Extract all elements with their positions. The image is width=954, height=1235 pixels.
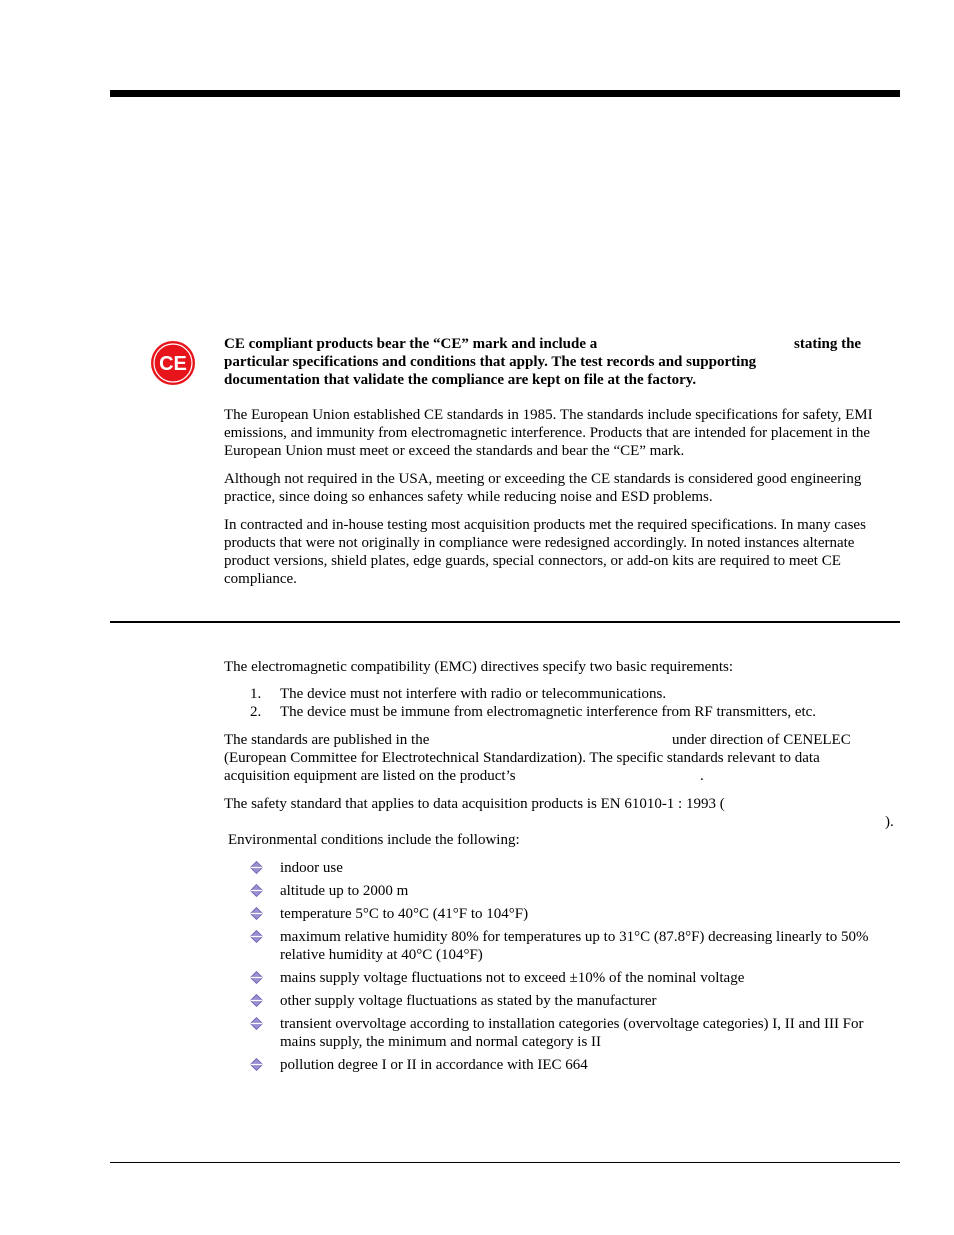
standards-line-1 — [224, 731, 900, 749]
emc-requirements-list — [250, 685, 890, 721]
footer-rule — [110, 1162, 900, 1163]
standards-line-3 — [224, 767, 900, 785]
list-text: transient overvoltage according to installation categories (overvoltage categories) I, II and III For mains supply, the minimum and normal category is II — [280, 1016, 864, 1050]
ce-intro-line-1-tail: stating the — [794, 336, 862, 352]
safety-text: The safety standard that applies to data acquisition products is EN 61010-1 : 1993 ( — [224, 796, 725, 812]
paragraph-emc-intro: The electromagnetic compatibility (EMC) directives specify two basic requirements: — [224, 659, 733, 675]
ce-logo-text: CE — [159, 353, 187, 375]
list-item — [250, 992, 880, 1010]
list-text: temperature 5°C to 40°C (41°F to 104°F) — [280, 906, 529, 922]
list-number: 1. — [250, 686, 262, 702]
list-item — [250, 703, 890, 721]
ce-mark-logo — [150, 340, 196, 386]
section-rule — [110, 621, 900, 623]
list-text: indoor use — [280, 860, 343, 876]
ce-intro-line-1 — [224, 335, 900, 353]
diamond-bullet-icon — [250, 930, 263, 943]
standards-line-1-right: under direction of CENELEC — [672, 732, 851, 748]
list-item — [250, 882, 880, 900]
diamond-bullet-icon — [250, 884, 263, 897]
environment-conditions-list — [250, 859, 880, 1079]
list-item — [250, 1056, 880, 1074]
paragraph-standards — [224, 731, 900, 785]
diamond-bullet-icon — [250, 1017, 263, 1030]
diamond-bullet-icon — [250, 861, 263, 874]
header-rule — [110, 90, 900, 97]
list-item — [250, 928, 880, 964]
diamond-bullet-icon — [250, 907, 263, 920]
paragraph-environment-intro: Environmental conditions include the following: — [228, 832, 520, 848]
paragraph-ce-history: The European Union established CE standards in 1985. The standards include specifications for safety, EMI emissions, and immunity from electromagnetic interference. Products that are intended for placement in the European Union must meet or exceed the standards and bear the “CE” mark. — [224, 407, 873, 459]
paragraph-safety — [224, 795, 900, 831]
list-item — [250, 1015, 880, 1051]
diamond-bullet-icon — [250, 994, 263, 1007]
standards-line-3-text: acquisition equipment are listed on the product’s — [224, 768, 516, 784]
list-number: 2. — [250, 704, 262, 720]
list-text: The device must not interfere with radio or telecommunications. — [280, 686, 667, 702]
list-item — [250, 685, 890, 703]
ce-intro-line-1-text: CE compliant products bear the “CE” mark and include a — [224, 336, 598, 352]
paragraph-usa-practice: Although not required in the USA, meeting or exceeding the CE standards is considered good engineering practice, since doing so enhances safety while reducing noise and ESD problems. — [224, 471, 862, 505]
paragraph-testing: In contracted and in-house testing most acquisition products met the required specifications. In many cases products that were not originally in compliance were redesigned accordingly. In noted instances alternate product versions, shield plates, edge guards, special connectors, or add-on kits are required to meet CE compliance. — [224, 517, 866, 587]
list-item — [250, 859, 880, 877]
list-text: mains supply voltage fluctuations not to exceed ±10% of the nominal voltage — [280, 970, 745, 986]
safety-close: ). — [885, 814, 894, 830]
list-text: pollution degree I or II in accordance with IEC 664 — [280, 1057, 588, 1073]
list-item — [250, 905, 880, 923]
diamond-bullet-icon — [250, 1058, 263, 1071]
standards-line-3-end: . — [700, 768, 704, 784]
list-text: other supply voltage fluctuations as stated by the manufacturer — [280, 993, 657, 1009]
standards-line-2: (European Committee for Electrotechnical Standardization). The specific standards relevant to data — [224, 750, 820, 766]
ce-intro-line-2: particular specifications and conditions that apply. The test records and supporting — [224, 354, 757, 370]
list-text: The device must be immune from electromagnetic interference from RF transmitters, etc. — [280, 704, 817, 720]
list-text: altitude up to 2000 m — [280, 883, 409, 899]
list-item — [250, 969, 880, 987]
standards-line-1-text: The standards are published in the — [224, 732, 430, 748]
diamond-bullet-icon — [250, 971, 263, 984]
ce-intro-bold — [224, 335, 900, 389]
list-text: maximum relative humidity 80% for temperatures up to 31°C (87.8°F) decreasing linearly to 50% relative humidity at 40°C (104°F) — [280, 929, 869, 963]
ce-intro-line-3: documentation that validate the compliance are kept on file at the factory. — [224, 372, 697, 388]
